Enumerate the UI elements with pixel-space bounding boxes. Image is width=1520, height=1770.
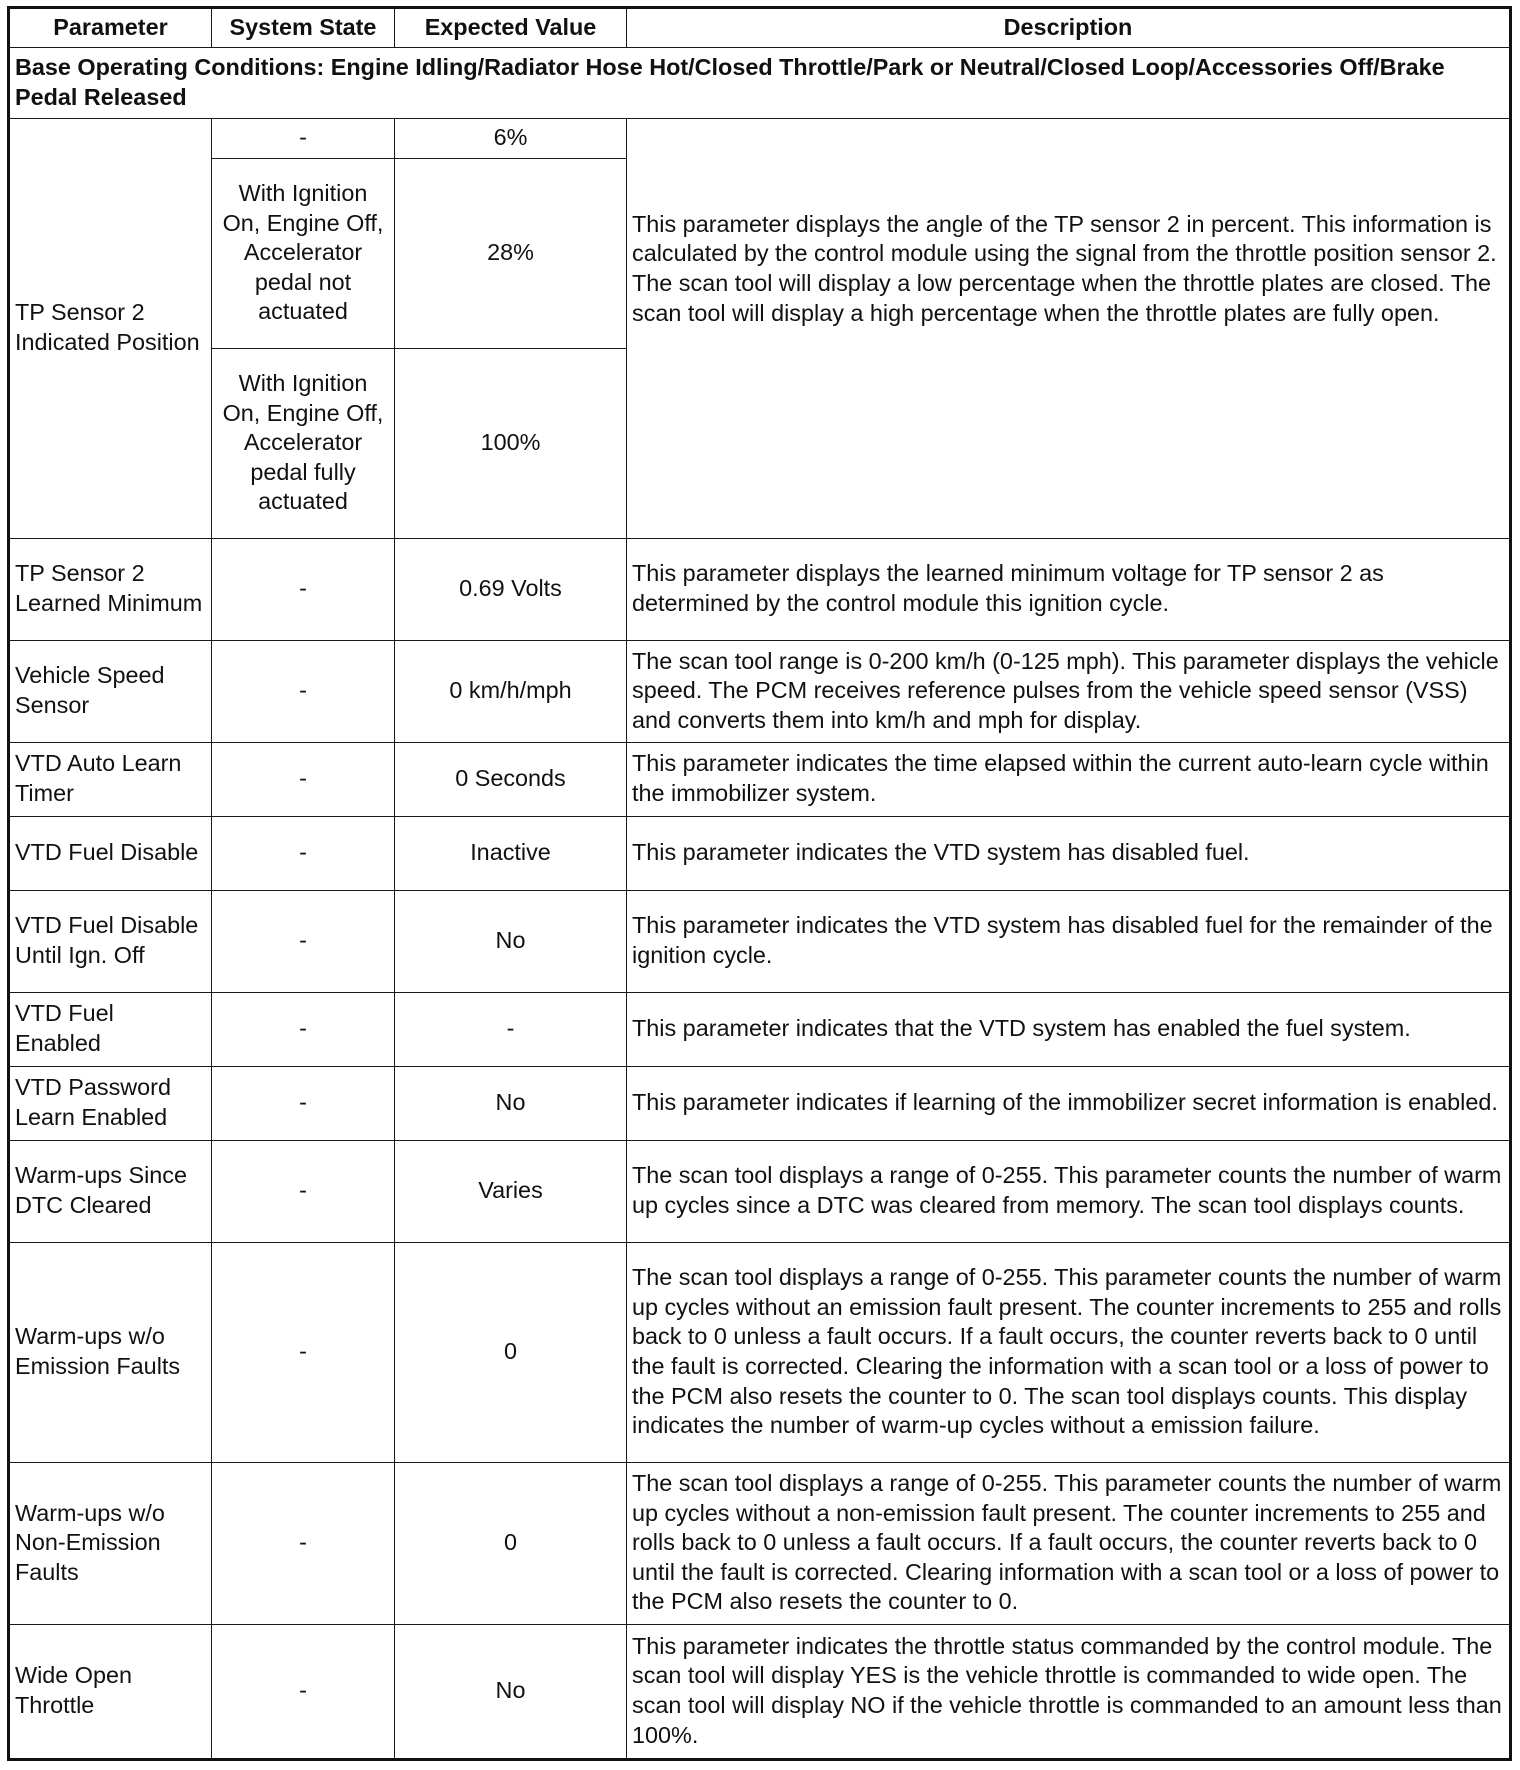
header-description: Description: [627, 8, 1511, 48]
table-row: [9, 1141, 1511, 1243]
system-state-cell: -: [212, 119, 395, 159]
expected-value-cell: No: [395, 1067, 627, 1141]
system-state-cell: With Ignition On, Engine Off, Accelerator pedal not actuated: [212, 159, 395, 349]
expected-value-cell: 0: [395, 1463, 627, 1625]
header-row: [9, 8, 1511, 48]
expected-value-cell: Varies: [395, 1141, 627, 1243]
system-state-cell: -: [212, 1141, 395, 1243]
table-row: [9, 539, 1511, 641]
header-system-state: System State: [212, 8, 395, 48]
system-state-cell: -: [212, 539, 395, 641]
header-expected-value: Expected Value: [395, 8, 627, 48]
description-cell: This parameter indicates the throttle status commanded by the control module. The scan tool will display YES is the vehicle throttle is commanded to wide open. The scan tool will display NO if the vehicle throttle is commanded to an amount less than 100%.: [627, 1625, 1511, 1760]
expected-value-cell: 6%: [395, 119, 627, 159]
header-parameter: Parameter: [9, 8, 212, 48]
system-state-cell: -: [212, 641, 395, 743]
table-row: [9, 891, 1511, 993]
table-row: [9, 641, 1511, 743]
description-cell: This parameter indicates if learning of the immobilizer secret information is enabled.: [627, 1067, 1511, 1141]
parameter-cell: Warm-ups Since DTC Cleared: [9, 1141, 212, 1243]
description-cell: This parameter displays the learned minimum voltage for TP sensor 2 as determined by the control module this ignition cycle.: [627, 539, 1511, 641]
table-row: [9, 1463, 1511, 1625]
expected-value-cell: 0.69 Volts: [395, 539, 627, 641]
system-state-cell: -: [212, 817, 395, 891]
system-state-cell: With Ignition On, Engine Off, Accelerator pedal fully actuated: [212, 349, 395, 539]
parameter-cell: TP Sensor 2 Learned Minimum: [9, 539, 212, 641]
expected-value-cell: -: [395, 993, 627, 1067]
parameter-cell: VTD Fuel Disable: [9, 817, 212, 891]
system-state-cell: -: [212, 1067, 395, 1141]
table-row: [9, 1067, 1511, 1141]
expected-value-cell: Inactive: [395, 817, 627, 891]
document-page: [7, 6, 1512, 1761]
system-state-cell: -: [212, 1463, 395, 1625]
rows-body: [9, 539, 1511, 1760]
expected-value-cell: No: [395, 891, 627, 993]
parameter-cell: TP Sensor 2 Indicated Position: [9, 119, 212, 539]
description-cell: This parameter indicates the VTD system has disabled fuel for the remainder of the ignition cycle.: [627, 891, 1511, 993]
description-cell: This parameter indicates that the VTD system has enabled the fuel system.: [627, 993, 1511, 1067]
parameter-table: [7, 6, 1512, 1761]
parameter-cell: VTD Password Learn Enabled: [9, 1067, 212, 1141]
table-row: [9, 1243, 1511, 1463]
parameter-cell: VTD Auto Learn Timer: [9, 743, 212, 817]
table-row: [9, 817, 1511, 891]
system-state-cell: -: [212, 993, 395, 1067]
system-state-cell: -: [212, 1625, 395, 1760]
expected-value-cell: 0 km/h/mph: [395, 641, 627, 743]
expected-value-cell: 0 Seconds: [395, 743, 627, 817]
expected-value-cell: 28%: [395, 159, 627, 349]
description-cell: This parameter displays the angle of the TP sensor 2 in percent. This information is calculated by the control module using the signal from the throttle position sensor 2. The scan tool will display a low percentage when the throttle plates are closed. The scan tool will display a high percentage when the throttle plates are fully open.: [627, 119, 1511, 539]
description-cell: The scan tool displays a range of 0-255. This parameter counts the number of warm up cycles without an emission fault present. The counter increments to 255 and rolls back to 0 unless a fault occurs. If a fault occurs, the counter reverts back to 0 until the fault is corrected. Clearing the information with a scan tool or a loss of power to the PCM also resets the counter to 0. The scan tool displays counts. This display indicates the number of warm-up cycles without a emission failure.: [627, 1243, 1511, 1463]
table-row: [9, 743, 1511, 817]
table-row: [9, 993, 1511, 1067]
expected-value-cell: 0: [395, 1243, 627, 1463]
base-conditions: Base Operating Conditions: Engine Idling/Radiator Hose Hot/Closed Throttle/Park or Neutral/Closed Loop/Accessories Off/Brake Pedal Released: [9, 48, 1511, 119]
base-conditions-row: [9, 48, 1511, 119]
description-cell: The scan tool displays a range of 0-255. This parameter counts the number of warm up cycles without a non-emission fault present. The counter increments to 255 and rolls back to 0 unless a fault occurs. If a fault occurs, the counter reverts back to 0 until the fault is corrected. Clearing information with a scan tool or a loss of power to the PCM also resets the counter to 0.: [627, 1463, 1511, 1625]
parameter-cell: VTD Fuel Disable Until Ign. Off: [9, 891, 212, 993]
parameter-cell: Warm-ups w/o Non-Emission Faults: [9, 1463, 212, 1625]
parameter-cell: Wide Open Throttle: [9, 1625, 212, 1760]
parameter-cell: VTD Fuel Enabled: [9, 993, 212, 1067]
system-state-cell: -: [212, 1243, 395, 1463]
system-state-cell: -: [212, 891, 395, 993]
expected-value-cell: 100%: [395, 349, 627, 539]
system-state-cell: -: [212, 743, 395, 817]
table-row: [9, 119, 1511, 159]
description-cell: This parameter indicates the VTD system has disabled fuel.: [627, 817, 1511, 891]
description-cell: The scan tool displays a range of 0-255. This parameter counts the number of warm up cycles since a DTC was cleared from memory. The scan tool displays counts.: [627, 1141, 1511, 1243]
parameter-cell: Vehicle Speed Sensor: [9, 641, 212, 743]
table-row: [9, 1625, 1511, 1760]
description-cell: The scan tool range is 0-200 km/h (0-125 mph). This parameter displays the vehicle speed. The PCM receives reference pulses from the vehicle speed sensor (VSS) and converts them into km/h and mph for display.: [627, 641, 1511, 743]
parameter-cell: Warm-ups w/o Emission Faults: [9, 1243, 212, 1463]
description-cell: This parameter indicates the time elapsed within the current auto-learn cycle within the immobilizer system.: [627, 743, 1511, 817]
expected-value-cell: No: [395, 1625, 627, 1760]
